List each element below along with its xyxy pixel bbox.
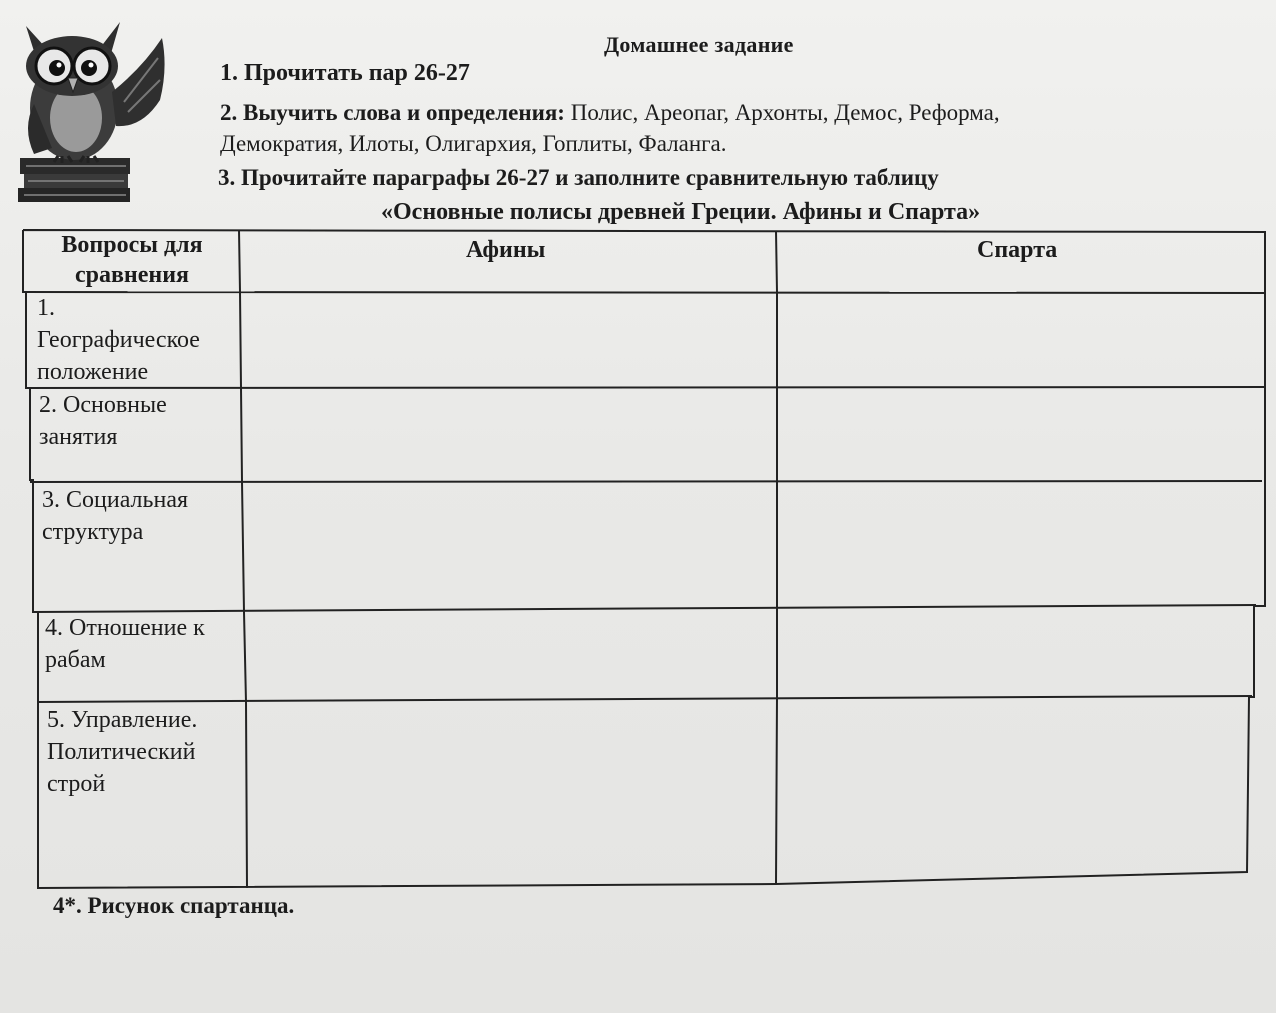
page-title: Домашнее задание	[604, 32, 794, 57]
table-header-sparta: Спарта	[977, 237, 1058, 263]
row-label-geography: 1. Географическое положение	[37, 295, 200, 385]
task-2-terms: Полис, Ареопаг, Архонты, Демос, Реформа,	[564, 100, 1000, 125]
task-2-terms-continued: Демократия, Илоты, Олигархия, Гоплиты, Фаланга.	[220, 131, 727, 156]
table-header-questions: Вопросы для сравнения	[61, 232, 203, 288]
task-2-label: 2. Выучить слова и определения:	[220, 100, 565, 125]
row-label-social-structure: 3. Социальная структура	[42, 487, 189, 545]
task-4-text: 4*. Рисунок спартанца.	[53, 893, 295, 918]
task-3-text: 3. Прочитайте параграфы 26-27 и заполните сравнительную таблицу	[218, 165, 939, 190]
task-1-text: 1. Прочитать пар 26-27	[220, 60, 470, 86]
table-header-athens: Афины	[466, 237, 546, 263]
row-label-slaves-attitude: 4. Отношение к рабам	[45, 615, 205, 673]
row-label-government: 5. Управление. Политический строй	[47, 707, 198, 797]
table-title: «Основные полисы древней Греции. Афины и Спарта»	[381, 199, 981, 225]
row-label-occupations: 2. Основные занятия	[39, 392, 167, 450]
